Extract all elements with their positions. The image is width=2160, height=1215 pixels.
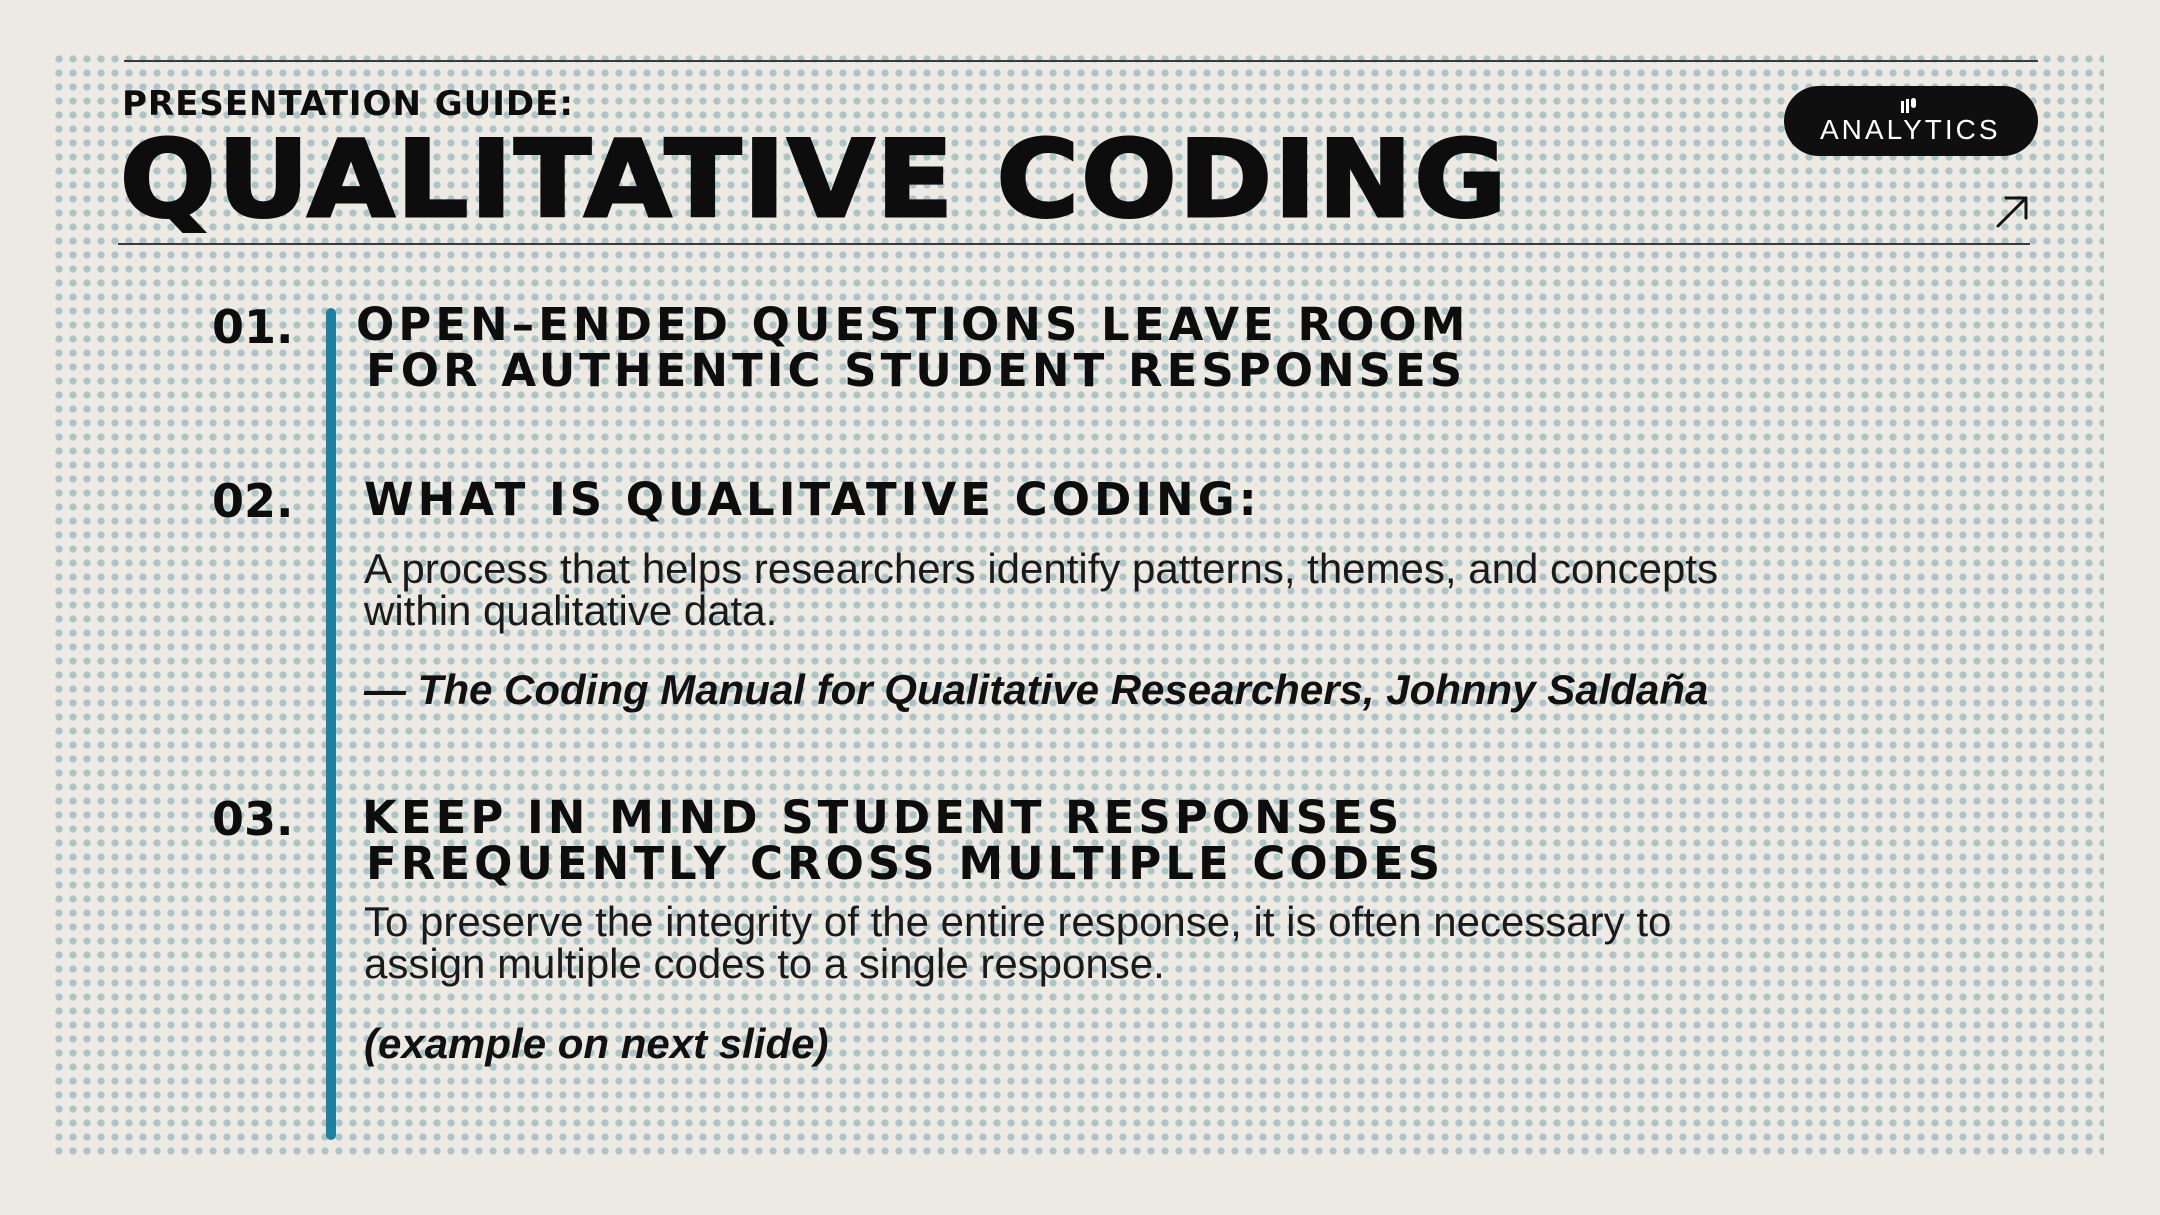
item-02-citation: — The Coding Manual for Qualitative Researchers, Johnny Saldaña <box>364 666 1709 713</box>
arrow-up-right-icon <box>1992 192 2032 232</box>
item-03-heading-line-1: KEEP IN MIND STUDENT RESPONSES <box>362 791 1404 844</box>
analytics-logo <box>1784 86 2038 156</box>
item-number-01: 01. <box>212 300 294 354</box>
analytics-logo-mark-icon <box>1900 98 1920 114</box>
item-02-body-line-2: within qualitative data. <box>364 587 778 634</box>
logo-text: ANALYTICS <box>1820 114 2001 145</box>
item-number-03: 03. <box>212 792 294 846</box>
item-number-02: 02. <box>212 474 294 528</box>
item-03-note: (example on next slide) <box>364 1020 829 1067</box>
item-03-heading-line-2: FREQUENTLY CROSS MULTIPLE CODES <box>366 837 1445 890</box>
top-divider <box>124 60 2038 62</box>
accent-bar <box>326 308 336 1140</box>
title-divider <box>118 243 2030 245</box>
item-03-body-line-1: To preserve the integrity of the entire response, it is often necessary to <box>364 898 1672 945</box>
guide-label: PRESENTATION GUIDE: <box>122 84 574 124</box>
page-title: QUALITATIVE CODING <box>120 118 1509 241</box>
item-01-heading-line-1: OPEN–ENDED QUESTIONS LEAVE ROOM <box>356 298 1470 351</box>
item-01-heading-line-2: FOR AUTHENTIC STUDENT RESPONSES <box>366 344 1467 397</box>
item-03-body-line-2: assign multiple codes to a single response. <box>364 940 1165 987</box>
item-02-heading: WHAT IS QUALITATIVE CODING: <box>364 473 1261 526</box>
item-02-body-line-1: A process that helps researchers identify patterns, themes, and concepts <box>364 545 1719 592</box>
